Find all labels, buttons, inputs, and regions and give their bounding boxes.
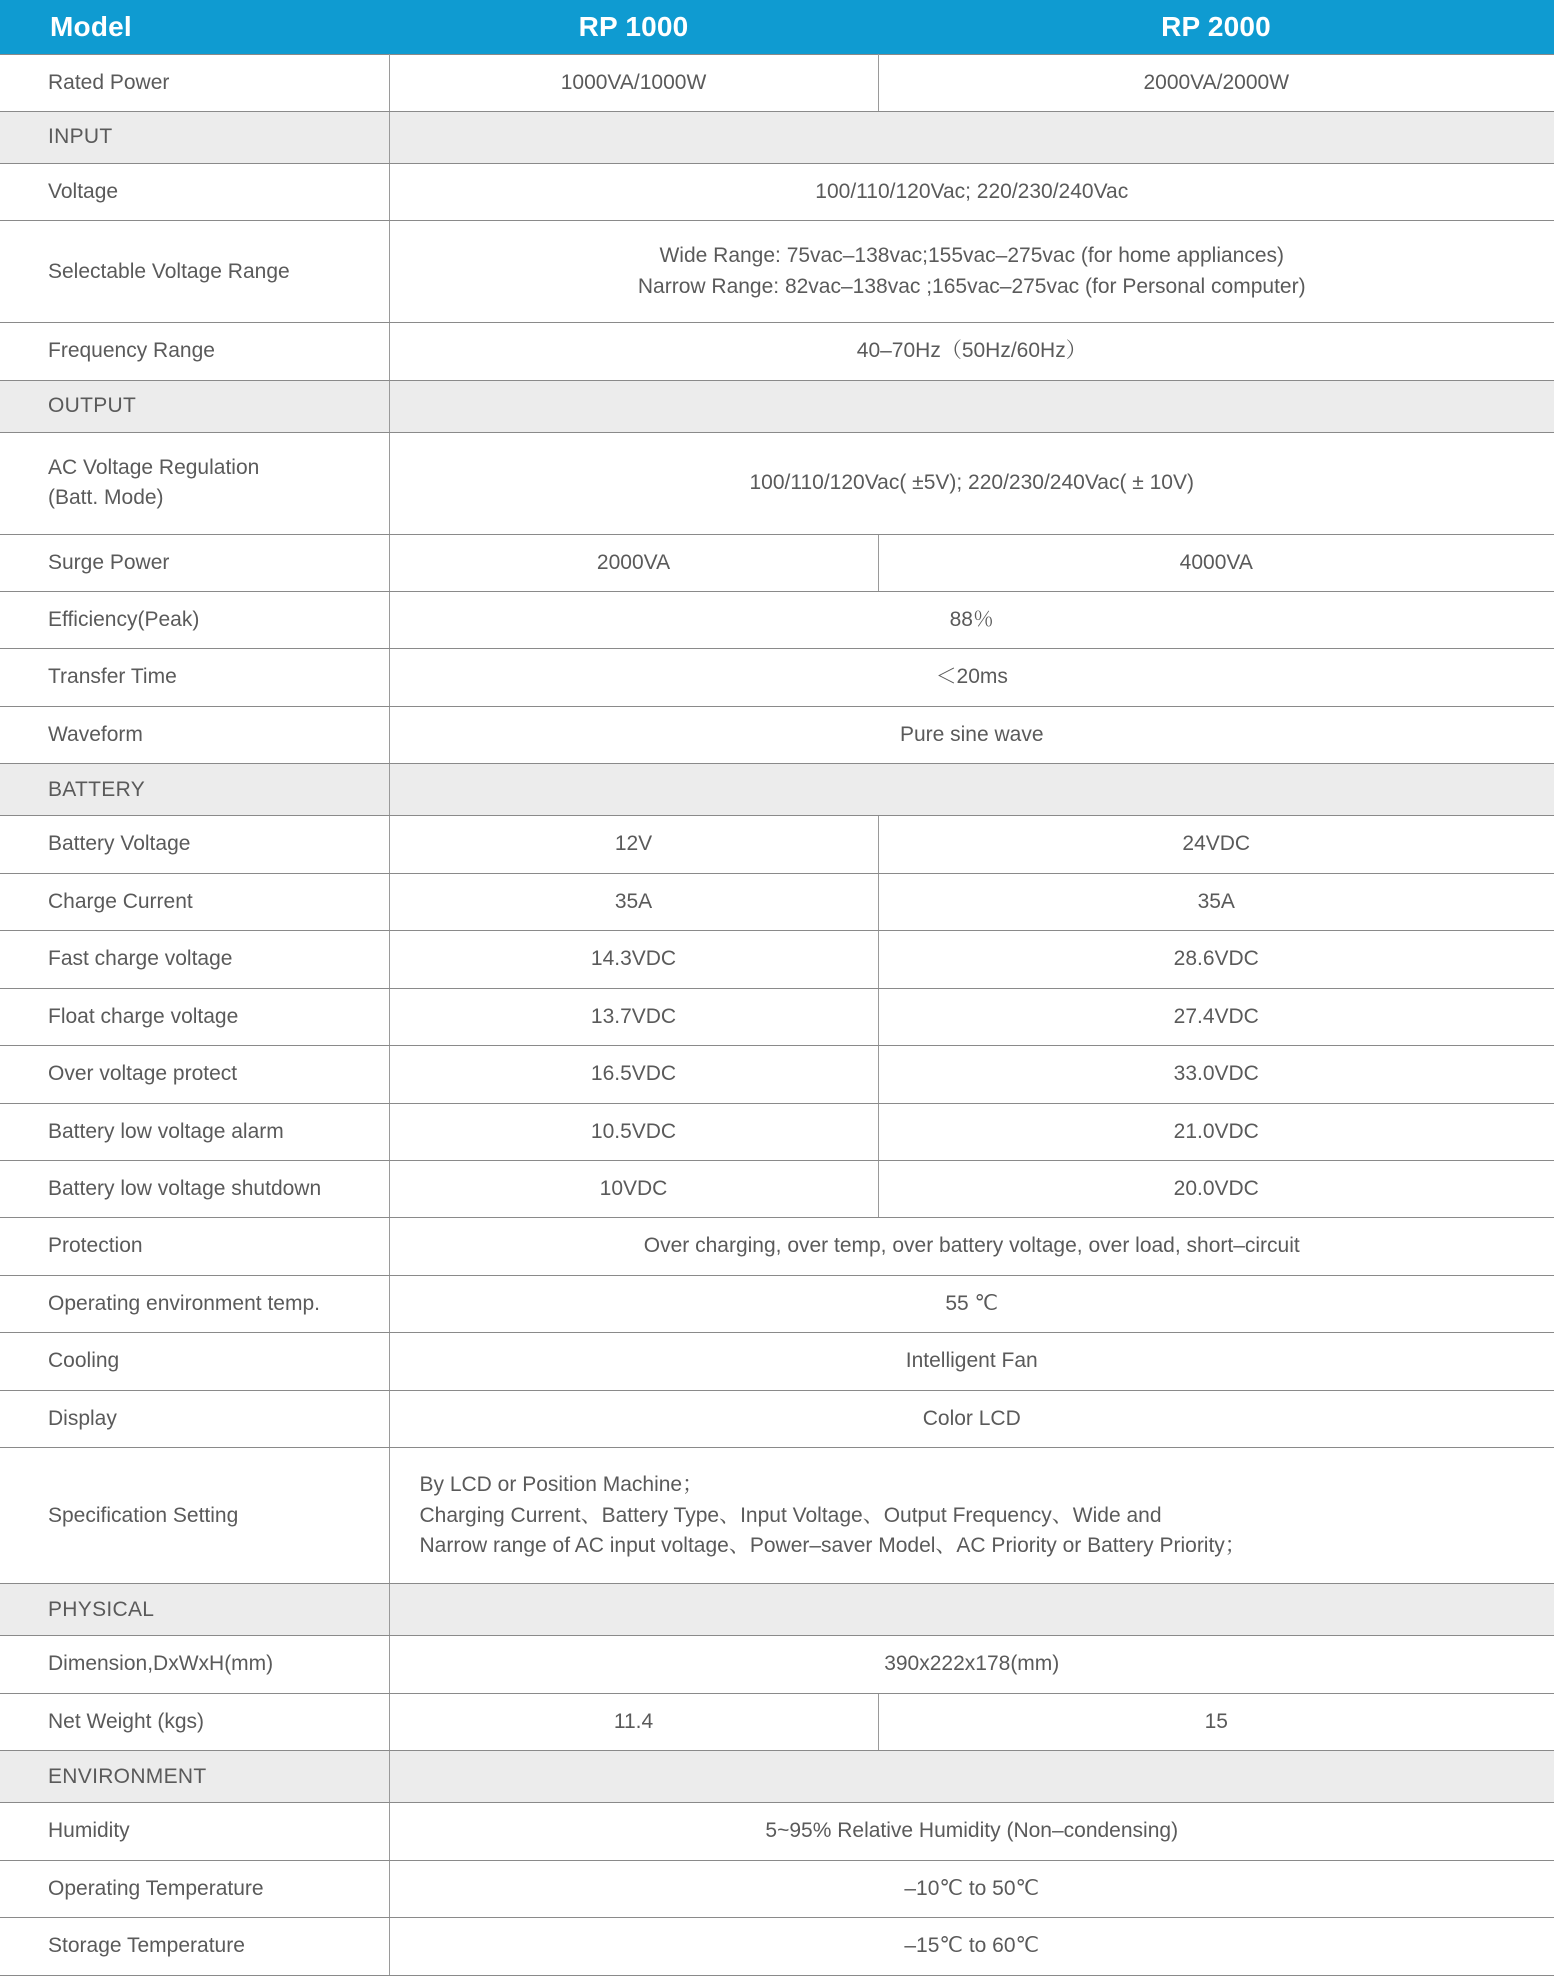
spec-value-rp1000: 35A: [389, 873, 878, 930]
spec-row: [0, 1333, 1554, 1390]
header-model-label: Model: [0, 0, 389, 54]
spec-label: Operating environment temp.: [0, 1275, 389, 1332]
spec-value-shared: Intelligent Fan: [389, 1333, 1554, 1390]
spec-label: Cooling: [0, 1333, 389, 1390]
header-column-rp1000: RP 1000: [389, 0, 878, 54]
section-empty-cell: [389, 380, 1554, 432]
section-empty-cell: [389, 1584, 1554, 1636]
spec-value-line-2: Charging Current、Battery Type、Input Voltage、Output Frequency、Wide and: [419, 1503, 1162, 1527]
spec-label: Over voltage protect: [0, 1046, 389, 1103]
spec-row: [0, 432, 1554, 534]
spec-label-line-1: AC Voltage Regulation: [48, 455, 260, 479]
spec-label: [0, 432, 389, 534]
spec-label: Specification Setting: [0, 1448, 389, 1584]
spec-value-rp2000: 24VDC: [878, 816, 1554, 873]
spec-value-rp2000: 15: [878, 1693, 1554, 1750]
spec-row: [0, 1390, 1554, 1447]
spec-label: Dimension,DxWxH(mm): [0, 1636, 389, 1693]
spec-label: Waveform: [0, 706, 389, 763]
spec-value-rp1000: 2000VA: [389, 534, 878, 591]
spec-label: Rated Power: [0, 54, 389, 111]
spec-value-rp2000: 35A: [878, 873, 1554, 930]
spec-value-rp1000: 1000VA/1000W: [389, 54, 878, 111]
section-empty-cell: [389, 1751, 1554, 1803]
table-body: [0, 54, 1554, 1975]
section-header-row: [0, 764, 1554, 816]
spec-label-line-2: (Batt. Mode): [48, 486, 164, 510]
section-title: OUTPUT: [0, 380, 389, 432]
spec-label: Battery low voltage shutdown: [0, 1160, 389, 1217]
spec-value-line-1: By LCD or Position Machine；: [419, 1473, 704, 1497]
section-title: PHYSICAL: [0, 1584, 389, 1636]
spec-value-rp1000: 13.7VDC: [389, 988, 878, 1045]
spec-label: Storage Temperature: [0, 1918, 389, 1975]
spec-label: Frequency Range: [0, 323, 389, 380]
spec-row: [0, 1636, 1554, 1693]
spec-value-rp1000: 11.4: [389, 1693, 878, 1750]
spec-row: [0, 163, 1554, 220]
spec-value-rp2000: 2000VA/2000W: [878, 54, 1554, 111]
spec-row: [0, 1803, 1554, 1860]
spec-row: [0, 1046, 1554, 1103]
spec-value-line-2: Narrow Range: 82vac–138vac ;165vac–275vac (for Personal computer): [637, 274, 1306, 298]
spec-value-shared: Pure sine wave: [389, 706, 1554, 763]
section-empty-cell: [389, 764, 1554, 816]
spec-row: [0, 931, 1554, 988]
header-row: [0, 0, 1554, 54]
section-header-row: [0, 1584, 1554, 1636]
spec-row: [0, 534, 1554, 591]
spec-value-rp2000: 21.0VDC: [878, 1103, 1554, 1160]
spec-label: Fast charge voltage: [0, 931, 389, 988]
spec-value-shared: 5~95% Relative Humidity (Non–condensing): [389, 1803, 1554, 1860]
spec-value-shared: 40–70Hz（50Hz/60Hz）: [389, 323, 1554, 380]
spec-row: [0, 988, 1554, 1045]
spec-value-rp2000: 20.0VDC: [878, 1160, 1554, 1217]
section-title: BATTERY: [0, 764, 389, 816]
spec-value-shared: –15℃ to 60℃: [389, 1918, 1554, 1975]
spec-row: [0, 1693, 1554, 1750]
section-header-row: [0, 380, 1554, 432]
spec-value-line-1: Wide Range: 75vac–138vac;155vac–275vac (for home appliances): [659, 244, 1285, 268]
spec-row: [0, 1160, 1554, 1217]
spec-row: [0, 1218, 1554, 1275]
spec-row: [0, 323, 1554, 380]
spec-row: [0, 221, 1554, 323]
spec-label: Net Weight (kgs): [0, 1693, 389, 1750]
spec-value-shared: 100/110/120Vac( ±5V); 220/230/240Vac( ± 10V): [389, 432, 1554, 534]
spec-value-shared: 100/110/120Vac; 220/230/240Vac: [389, 163, 1554, 220]
spec-row: [0, 649, 1554, 706]
spec-label: Operating Temperature: [0, 1860, 389, 1917]
spec-value-shared: 390x222x178(mm): [389, 1636, 1554, 1693]
spec-row: [0, 706, 1554, 763]
spec-label: Protection: [0, 1218, 389, 1275]
spec-label: Surge Power: [0, 534, 389, 591]
spec-label: Transfer Time: [0, 649, 389, 706]
spec-value-rp2000: 27.4VDC: [878, 988, 1554, 1045]
spec-value-shared: –10℃ to 50℃: [389, 1860, 1554, 1917]
spec-value-shared: 55 ℃: [389, 1275, 1554, 1332]
spec-label: Efficiency(Peak): [0, 592, 389, 649]
spec-row: [0, 592, 1554, 649]
spec-label: Battery low voltage alarm: [0, 1103, 389, 1160]
spec-label: Selectable Voltage Range: [0, 221, 389, 323]
spec-value-rp1000: 12V: [389, 816, 878, 873]
spec-value-shared: Color LCD: [389, 1390, 1554, 1447]
section-header-row: [0, 1751, 1554, 1803]
spec-value-rp2000: 33.0VDC: [878, 1046, 1554, 1103]
spec-label: Battery Voltage: [0, 816, 389, 873]
spec-label: Display: [0, 1390, 389, 1447]
spec-value-rp1000: 16.5VDC: [389, 1046, 878, 1103]
spec-value-shared: [389, 1448, 1554, 1584]
spec-value-rp2000: 28.6VDC: [878, 931, 1554, 988]
spec-row: [0, 54, 1554, 111]
table-header: [0, 0, 1554, 54]
spec-value-rp1000: 14.3VDC: [389, 931, 878, 988]
spec-label: Float charge voltage: [0, 988, 389, 1045]
spec-label: Voltage: [0, 163, 389, 220]
spec-value-shared: Over charging, over temp, over battery voltage, over load, short–circuit: [389, 1218, 1554, 1275]
spec-value-rp2000: 4000VA: [878, 534, 1554, 591]
header-column-rp2000: RP 2000: [878, 0, 1554, 54]
spec-row: [0, 1448, 1554, 1584]
section-header-row: [0, 111, 1554, 163]
spec-value-shared: ＜20ms: [389, 649, 1554, 706]
spec-row: [0, 816, 1554, 873]
spec-value-line-3: Narrow range of AC input voltage、Power–saver Model、AC Priority or Battery Priority；: [419, 1534, 1246, 1557]
spec-label: Charge Current: [0, 873, 389, 930]
spec-value-shared: [389, 221, 1554, 323]
spec-row: [0, 1860, 1554, 1917]
spec-row: [0, 873, 1554, 930]
spec-value-shared: 88％: [389, 592, 1554, 649]
spec-row: [0, 1918, 1554, 1975]
section-title: ENVIRONMENT: [0, 1751, 389, 1803]
spec-label: Humidity: [0, 1803, 389, 1860]
section-empty-cell: [389, 111, 1554, 163]
spec-row: [0, 1275, 1554, 1332]
section-title: INPUT: [0, 111, 389, 163]
spec-row: [0, 1103, 1554, 1160]
spec-value-rp1000: 10VDC: [389, 1160, 878, 1217]
spec-value-rp1000: 10.5VDC: [389, 1103, 878, 1160]
